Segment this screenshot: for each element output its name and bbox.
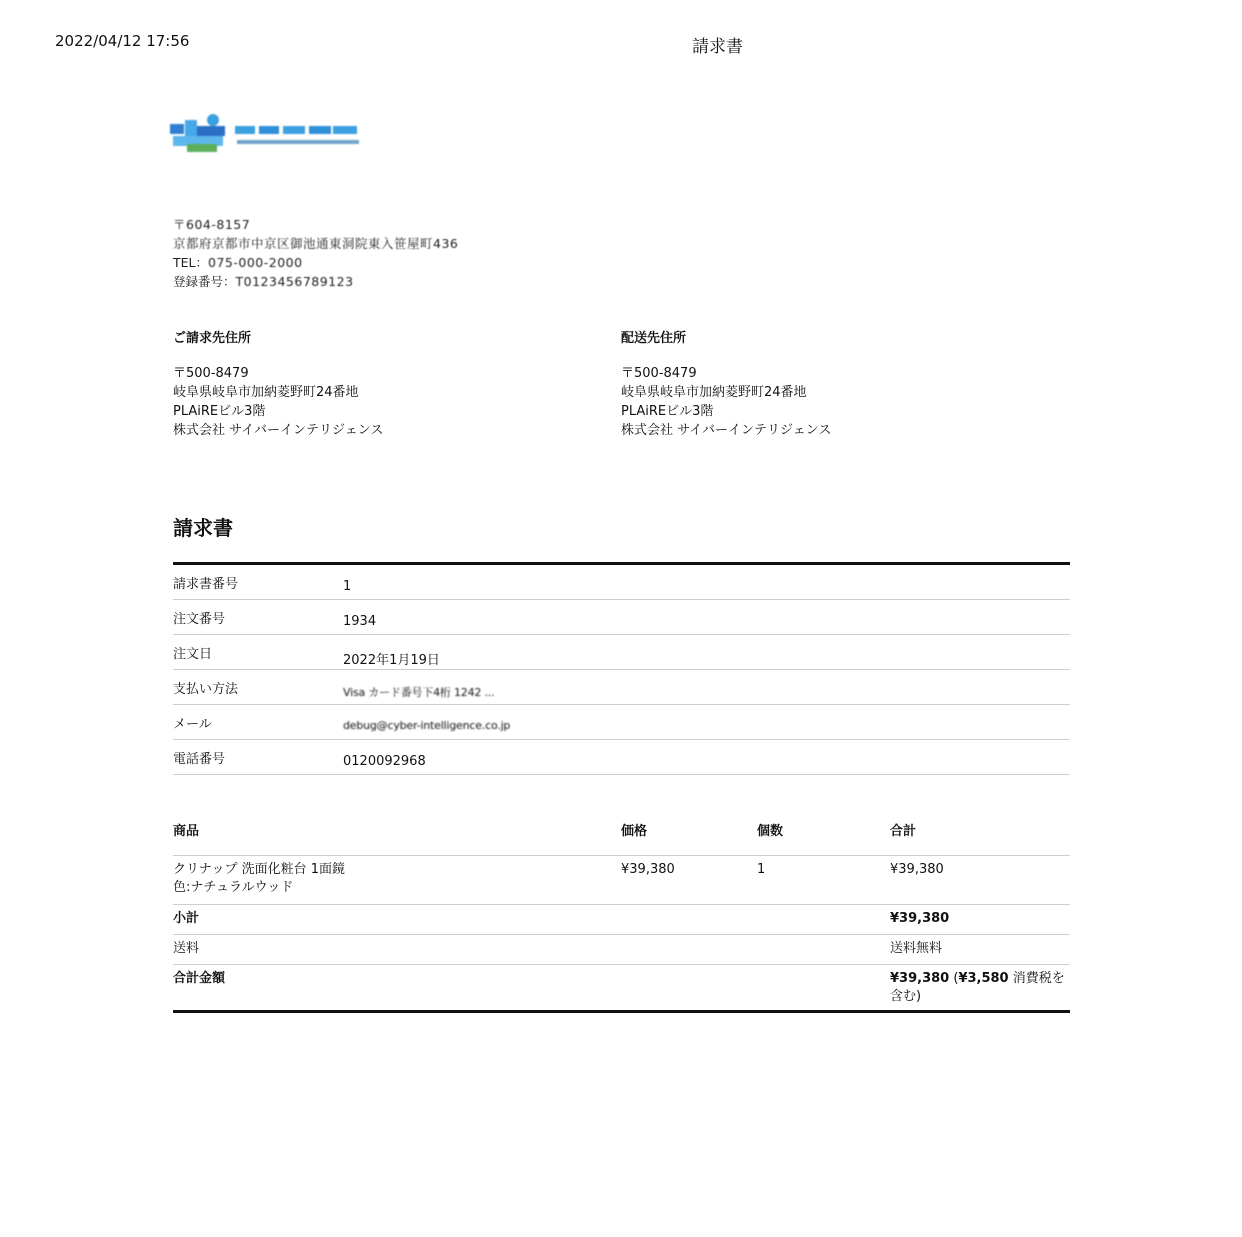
billing-heading: ご請求先住所 [173,331,252,346]
subtotal-value: ¥39,380 [890,905,1070,935]
billing-postal: 〒500-8479 [173,366,249,381]
meta-label: 電話番号 [173,752,226,767]
grand-total-label: 合計金額 [173,965,621,1012]
item-quantity: 1 [757,856,890,905]
meta-row-order-number [173,600,1070,635]
header-product: 商品 [173,815,621,856]
empty-cell [757,965,890,1012]
header-total: 合計 [890,815,1070,856]
sender-registration-value: T0123456789123 [235,274,354,289]
grand-total-value [890,965,1070,1012]
logo-icon [165,112,365,158]
sender-address: 京都府京都市中京区御池通東洞院東入笹屋町436 [173,236,459,251]
meta-row-invoice-number [173,565,1070,600]
shipping-postal: 〒500-8479 [621,366,697,381]
billing-line1: 岐阜県岐阜市加納菱野町24番地 [173,385,359,400]
shipping-line1: 岐阜県岐阜市加納菱野町24番地 [621,385,807,400]
meta-value: Visa カード番号下4桁 1242 ... [343,686,495,699]
sender-tel-label: TEL： [173,255,208,270]
meta-label: 支払い方法 [173,682,239,697]
sender-block [173,215,458,291]
sender-registration-label: 登録番号： [173,274,236,289]
subtotal-label: 小計 [173,905,621,935]
document-title: 請求書 [173,516,233,540]
sender-postal: 〒604-8157 [173,217,251,232]
billing-address [173,329,503,440]
sender-tel [173,253,458,272]
empty-cell [757,905,890,935]
invoice-meta-table [173,562,1070,775]
meta-row-email [173,705,1070,740]
meta-value: 1 [343,579,352,594]
header-quantity: 個数 [757,815,890,856]
table-row [173,856,1070,905]
item-total: ¥39,380 [890,856,1070,905]
item-product-name: クリナップ 洗面化粧台 1面鏡 [173,862,346,877]
shipping-value: 送料無料 [890,935,1070,965]
grand-total-row [173,965,1070,1012]
sender-tel-value: 075-000-2000 [208,255,303,270]
tax-open: ( [949,971,959,986]
meta-label: 請求書番号 [173,577,239,592]
print-title: 請求書 [692,37,743,57]
shipping-heading: 配送先住所 [621,331,687,346]
meta-label: 注文番号 [173,612,226,627]
company-logo [165,112,365,158]
meta-row-payment-method [173,670,1070,705]
tax-note: 消費税を含む) [890,971,1065,1004]
empty-cell [621,905,757,935]
item-product-variant: 色:ナチュラルウッド [173,880,294,895]
sender-registration [173,272,458,291]
item-product-cell [173,856,621,905]
shipping-row [173,935,1070,965]
meta-row-phone [173,740,1070,775]
subtotal-row [173,905,1070,935]
tax-amount: ¥3,580 [958,971,1009,986]
item-price: ¥39,380 [621,856,757,905]
header-price: 価格 [621,815,757,856]
shipping-address [621,329,951,440]
meta-label: 注文日 [173,647,213,662]
meta-row-order-date [173,635,1070,670]
items-header-row [173,815,1070,856]
meta-value: 0120092968 [343,754,426,769]
billing-line3: 株式会社 サイバーインテリジェンス [173,423,384,438]
shipping-line2: PLAiREビル3階 [621,404,714,419]
meta-value: 1934 [343,614,377,629]
empty-cell [621,935,757,965]
shipping-label: 送料 [173,935,621,965]
billing-line2: PLAiREビル3階 [173,404,266,419]
meta-value: 2022年1月19日 [343,653,440,668]
meta-label: メール [173,717,212,732]
grand-total-amount: ¥39,380 [890,971,950,986]
items-table [173,815,1070,1013]
print-datetime: 2022/04/12 17:56 [55,32,190,50]
shipping-line3: 株式会社 サイバーインテリジェンス [621,423,832,438]
meta-value: debug@cyber-intelligence.co.jp [343,719,511,732]
empty-cell [621,965,757,1012]
empty-cell [757,935,890,965]
